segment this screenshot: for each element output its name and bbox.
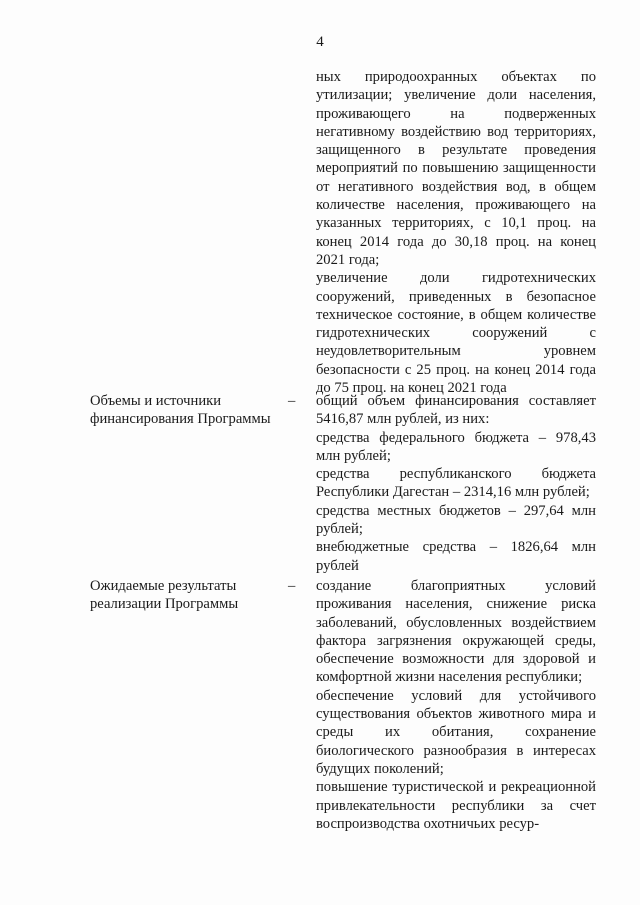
financing-text-block — [316, 392, 596, 575]
financing-paragraph: средства республиканского бюджета Республики Дагестан – 2314,16 млн рублей; — [316, 466, 596, 501]
results-paragraph: создание благоприятных условий проживания населения, снижение риска заболеваний, обусловленных воздействием фактора загрязнения окружающей среды, обеспечение возможности для здоровой и комфортной жизни населения республики; — [316, 578, 596, 686]
financing-paragraph: средства местных бюджетов – 297,64 млн рублей; — [316, 502, 596, 538]
results-dash: – — [288, 578, 296, 594]
intro-paragraph: увеличение доли гидротехнических сооружений, приведенных в безопасное техническое состояние, в общем количестве гидротехнических сооружений с неудовлетворительным уровнем безопасности с 25 проц. на конец 2014 года до 75 проц. на конец 2021 года — [316, 270, 596, 397]
results-paragraph: повышение туристической и рекреационной привлекательности республики за счет воспроизводства охотничьих ресур- — [316, 779, 596, 832]
results-text-block — [316, 577, 596, 833]
results-paragraph: обеспечение условий для устойчивого существования объектов животного мира и среды их обитания, сохранение биологического разнообразия в интересах будущих поколений; — [316, 687, 596, 777]
intro-text-block — [316, 68, 596, 397]
financing-paragraph: общий объем финансирования составляет 5416,87 млн рублей, из них: — [316, 393, 596, 428]
intro-paragraph: ных природоохранных объектах по утилизации; увеличение доли населения, проживающего на подверженных негативному воздействию вод территориях, защищенного в результате проведения мероприятий по повышению защищенности от негативного воздействия вод, в общем количестве населения, проживающего на указанных территориях, с 10,1 проц. на конец 2014 года до 30,18 проц. на конец 2021 года; — [316, 69, 596, 268]
financing-label: Объемы и источники финансирования Программы — [90, 393, 271, 428]
results-label: Ожидаемые результаты реализации Программы — [90, 578, 239, 613]
financing-paragraph: средства федерального бюджета – 978,43 млн рублей; — [316, 429, 596, 464]
financing-dash: – — [288, 393, 296, 409]
page-number: 4 — [316, 34, 324, 50]
financing-paragraph: внебюджетные средства – 1826,64 млн рублей — [316, 539, 596, 574]
